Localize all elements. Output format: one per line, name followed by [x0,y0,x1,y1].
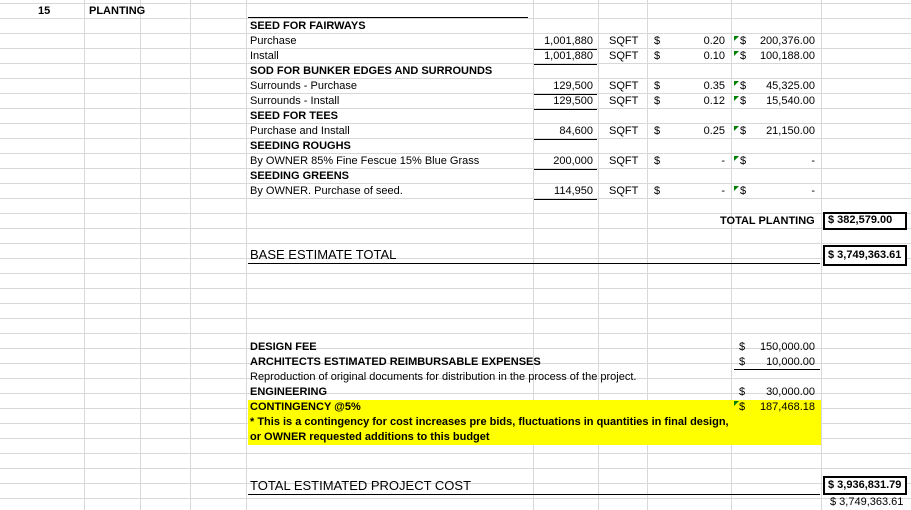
base-estimate-label: BASE ESTIMATE TOTAL [250,247,397,262]
item-label: Surrounds - Purchase [250,80,357,92]
formula-indicator [734,186,739,191]
formula-indicator [734,36,739,41]
item-quantity[interactable]: 129,500 [553,80,593,92]
currency-symbol: $ [739,386,746,398]
item-quantity[interactable]: 114,950 [554,185,593,197]
item-total[interactable]: 45,325.00 [766,80,815,92]
total-project-label: TOTAL ESTIMATED PROJECT COST [250,478,472,493]
item-unit-price[interactable]: - [721,185,725,197]
currency-symbol: $ [654,125,661,137]
item-unit-price[interactable]: 0.10 [703,50,725,62]
currency-symbol: $ [740,185,747,197]
formula-indicator [734,156,739,161]
formula-indicator [734,81,739,86]
currency-symbol: $ [739,341,746,353]
total-planting-value[interactable]: $ 382,579.00 [823,212,907,230]
item-label: Purchase [250,35,297,47]
currency-symbol: $ [654,35,661,47]
currency-symbol: $ [654,50,661,62]
item-unit: SQFT [609,125,639,137]
item-quantity[interactable]: 129,500 [553,95,593,107]
item-total[interactable]: 200,376.00 [759,35,815,47]
group-heading: SEEDING ROUGHS [250,140,351,152]
item-label: By OWNER 85% Fine Fescue 15% Blue Grass [250,155,480,167]
item-total[interactable]: 15,540.00 [766,95,815,107]
item-total[interactable]: - [811,185,815,197]
currency-symbol: $ [740,95,747,107]
total-planting-label: TOTAL PLANTING [720,215,815,227]
engineering-label: ENGINEERING [250,386,328,398]
item-unit-price[interactable]: 0.35 [703,80,725,92]
underline [534,169,597,170]
underline [248,494,820,495]
item-quantity[interactable]: 1,001,880 [544,50,593,62]
currency-symbol: $ [739,356,746,368]
reimbursable-label: ARCHITECTS ESTIMATED REIMBURSABLE EXPENSES [250,356,541,368]
formula-indicator [734,96,739,101]
reimbursable-value[interactable]: 10,000.00 [766,356,815,368]
underline [248,17,528,18]
underline [534,139,597,140]
item-unit: SQFT [609,80,639,92]
item-total[interactable]: 100,188.00 [759,50,815,62]
underline [534,109,597,110]
item-unit: SQFT [609,35,639,47]
item-unit-price[interactable]: 0.25 [703,125,725,137]
currency-symbol: $ [654,185,661,197]
item-total[interactable]: - [811,155,815,167]
underline [248,263,820,264]
total-project-value[interactable]: $ 3,936,831.79 [823,476,907,495]
item-unit-price[interactable]: 0.20 [703,35,725,47]
item-quantity[interactable]: 200,000 [553,155,593,167]
group-heading: SEEDING GREENS [250,170,350,182]
column-gridline [246,0,247,510]
currency-symbol: $ [740,50,747,62]
item-label: Surrounds - Install [250,95,340,107]
item-quantity[interactable]: 84,600 [559,125,593,137]
total-project-sub-value: $ 3,749,363.61 [830,496,904,508]
item-total[interactable]: 21,150.00 [766,125,815,137]
item-unit: SQFT [609,155,639,167]
contingency-note-line2: or OWNER requested additions to this budget [250,431,490,443]
column-gridline [821,0,822,510]
currency-symbol: $ [739,401,746,413]
column-gridline [140,0,141,510]
currency-symbol: $ [654,155,661,167]
group-heading: SOD FOR BUNKER EDGES AND SURROUNDS [250,65,493,77]
item-unit: SQFT [609,185,639,197]
currency-symbol: $ [654,80,661,92]
item-label: By OWNER. Purchase of seed. [250,185,403,197]
contingency-label: CONTINGENCY @5% [250,401,361,413]
currency-symbol: $ [740,35,747,47]
item-quantity[interactable]: 1,001,880 [544,35,593,47]
item-unit-price[interactable]: - [721,155,725,167]
formula-indicator [734,51,739,56]
contingency-value[interactable]: 187,468.18 [759,401,815,413]
design-fee-label: DESIGN FEE [250,341,317,353]
contingency-note-line1: * This is a contingency for cost increases pre bids, fluctuations in quantities in final design, [250,416,729,428]
currency-symbol: $ [740,80,747,92]
column-gridline [84,0,85,510]
item-unit: SQFT [609,50,639,62]
currency-symbol: $ [740,155,747,167]
section-title: PLANTING [89,5,146,17]
item-label: Purchase and Install [250,125,350,137]
underline [534,199,597,200]
base-estimate-value[interactable]: $ 3,749,363.61 [823,245,907,266]
engineering-value[interactable]: 30,000.00 [766,386,815,398]
item-unit-price[interactable]: 0.12 [703,95,725,107]
reproduction-note: Reproduction of original documents for distribution in the process of the project. [250,371,637,383]
formula-indicator [734,126,739,131]
currency-symbol: $ [740,125,747,137]
currency-symbol: $ [654,95,661,107]
section-number: 15 [38,5,51,17]
design-fee-value[interactable]: 150,000.00 [759,341,815,353]
item-unit: SQFT [609,95,639,107]
item-label: Install [250,50,279,62]
column-gridline [190,0,191,510]
group-heading: SEED FOR FAIRWAYS [250,20,366,32]
group-heading: SEED FOR TEES [250,110,339,122]
underline [534,64,597,65]
underline [734,369,820,370]
